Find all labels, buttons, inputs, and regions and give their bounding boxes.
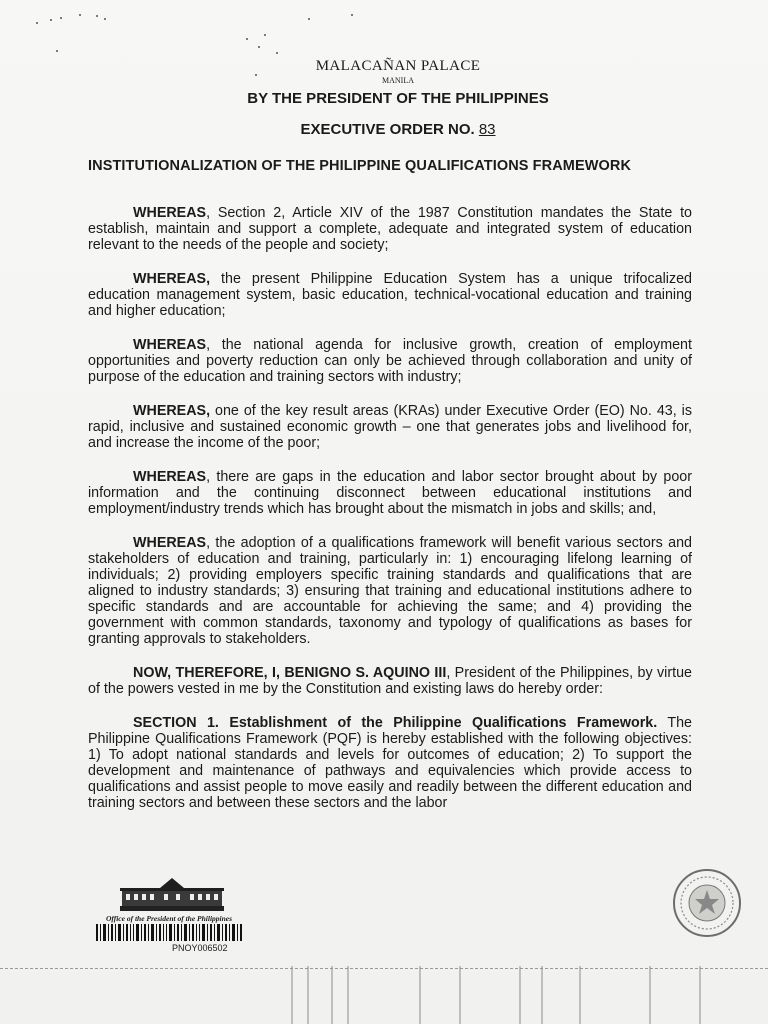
letterhead — [0, 58, 768, 138]
order-label: EXECUTIVE ORDER NO. — [300, 121, 475, 138]
office-stamp — [94, 876, 244, 956]
scan-artifact-lines — [280, 966, 730, 1024]
document-title: INSTITUTIONALIZATION OF THE PHILIPPINE QUALIFICATIONS FRAMEWORK — [88, 158, 632, 174]
section-heading: SECTION 1. Establishment of the Philippine Qualifications Framework. — [133, 715, 658, 731]
paragraph-text: , the adoption of a qualifications framework will benefit various sectors and stakeholders of education and training, particularly in: 1) encouraging lifelong learning of individuals; 2) providing employers specific training standards and qualifications that are aligned to industry standards; 3) ensuring that training and educational institutions adhere to specific standards and are accountable for achieving the same; and 4) providing the government with common standards, taxonomy and typology of qualifications as bases for granting approvals to stakeholders. — [88, 535, 692, 647]
whereas-paragraph-1 — [88, 205, 692, 253]
official-seal-icon — [672, 868, 742, 938]
paragraph-lead: WHEREAS, — [133, 403, 211, 419]
paragraph-lead: WHEREAS — [133, 205, 207, 221]
document-body — [88, 205, 692, 829]
city-name: MANILA — [382, 76, 414, 85]
whereas-paragraph-3 — [88, 337, 692, 385]
issuing-authority: BY THE PRESIDENT OF THE PHILIPPINES — [247, 90, 549, 107]
paragraph-text: , Section 2, Article XIV of the 1987 Constitution mandates the State to establish, maintain and support a complete, adequate and integrated system of education relevant to the needs of the people and society; — [88, 205, 692, 253]
paragraph-lead: NOW, THEREFORE, I, BENIGNO S. AQUINO III — [133, 665, 447, 681]
now-therefore-paragraph — [88, 665, 692, 697]
whereas-paragraph-6 — [88, 535, 692, 647]
paragraph-text: The Philippine Qualifications Framework (PQF) is hereby established with the following objectives: 1) To adopt national standards and levels for outcomes of education; 2) To support the development and maintenance of pathways and equivalencies which provide access to qualifications and assist people to move easily and readily between the different education and training sectors and between these sectors and the labor — [88, 715, 693, 811]
barcode-icon — [96, 924, 242, 941]
paragraph-text: the present Philippine Education System has a unique trifocalized education management system, basic education, technical-vocational education and training and higher education; — [88, 271, 692, 319]
paragraph-lead: WHEREAS — [133, 337, 207, 353]
order-heading — [28, 121, 768, 138]
paragraph-text: , the national agenda for inclusive growth, creation of employment opportunities and poverty reduction can only be achieved through collaboration and unity of purpose of the education and training sectors with industry; — [88, 337, 692, 385]
palace-name: MALACAÑAN PALACE — [315, 58, 481, 74]
whereas-paragraph-4 — [88, 403, 692, 451]
paragraph-text: one of the key result areas (KRAs) under Executive Order (EO) No. 43, is rapid, inclusive and sustained economic growth – one that generates jobs and livelihood for, and increase the income of the poor; — [88, 403, 692, 451]
palace-building-icon — [120, 876, 224, 912]
whereas-paragraph-2 — [88, 271, 692, 319]
document-code: PNOY006502 — [172, 943, 228, 953]
order-number: 83 — [478, 121, 496, 138]
paragraph-text: , President of the Philippines, by virtue of the powers vested in me by the Constitution and existing laws do hereby order: — [88, 665, 692, 697]
section-1-paragraph — [88, 715, 692, 811]
paragraph-lead: WHEREAS, — [133, 271, 211, 287]
paragraph-text: , there are gaps in the education and labor sector brought about by poor information and the continuing disconnect between educational institutions and employment/industry trends which has brought about the mismatch in jobs and skills; and, — [88, 469, 692, 517]
office-label: Office of the President of the Philippines — [105, 914, 233, 923]
paragraph-lead: WHEREAS — [133, 469, 207, 485]
paragraph-lead: WHEREAS — [133, 535, 207, 551]
whereas-paragraph-5 — [88, 469, 692, 517]
